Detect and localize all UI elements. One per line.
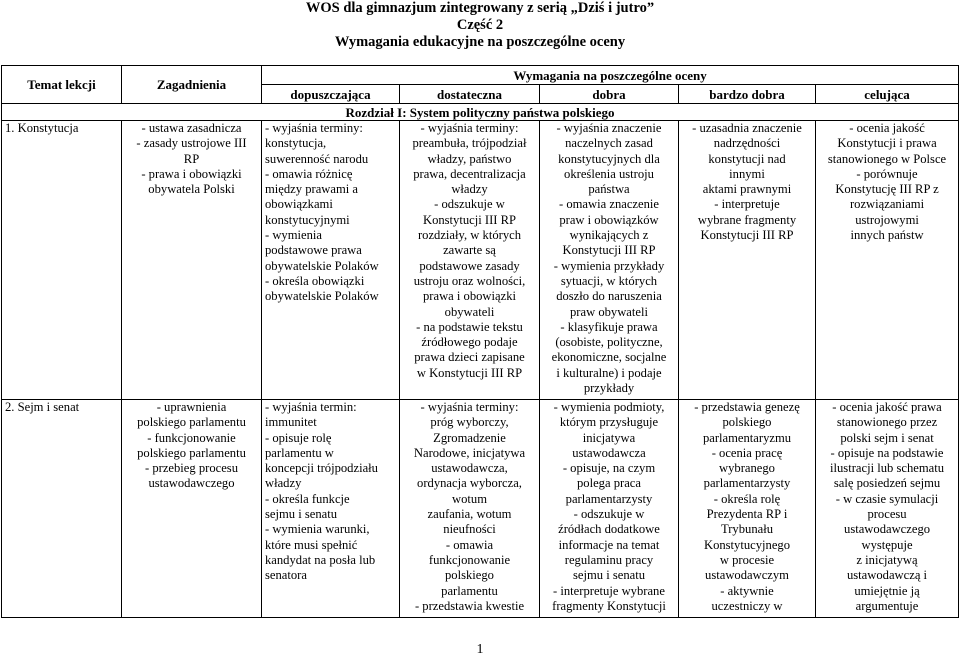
cell-line: wotum xyxy=(452,491,487,506)
cell-line: i kulturalne) i podaje xyxy=(556,365,662,380)
cell-line: nieufności xyxy=(443,522,496,537)
document-subtitle: Wymagania edukacyjne na poszczególne oceny xyxy=(334,34,626,50)
cell-line: - prawa i obowiązki xyxy=(141,166,242,181)
cell-line: władzy xyxy=(451,182,488,197)
cell-line: ustawodawczą i xyxy=(846,568,928,583)
cell-line: umiejętnie ją xyxy=(854,583,920,598)
cell-line: wynikających z xyxy=(569,228,649,243)
cell-line: wybrane fragmenty xyxy=(697,212,797,227)
cell-line: salę posiedzeń sejmu xyxy=(833,476,941,491)
requirement-cell xyxy=(679,121,816,400)
cell-line: - wyjaśnia terminy: xyxy=(265,121,363,135)
cell-line: doszło do naruszenia xyxy=(556,289,662,304)
cell-line: Konstytucji III RP xyxy=(562,243,656,258)
cell-line: - opisuje rolę xyxy=(265,430,332,445)
grade-header: dobra xyxy=(540,85,679,104)
cell-line: - wyjaśnia znaczenie xyxy=(556,121,662,135)
cell-line: między prawami a xyxy=(265,182,359,197)
cell-line: 1. Konstytucja xyxy=(5,121,79,135)
cell-line: ustawodawcza xyxy=(572,445,646,460)
cell-line: funkcjonowanie xyxy=(428,552,511,567)
cell-line: - wyjaśnia terminy: xyxy=(420,400,519,414)
cell-line: zawarte są xyxy=(443,243,496,258)
cell-line: Konstytucyjnego xyxy=(703,537,791,552)
cell-line: ordynacja wyborcza, xyxy=(417,476,522,491)
cell-line: - omawia xyxy=(445,537,494,552)
cell-line: konstytucja, xyxy=(265,136,327,151)
cell-line: parlamentaryzmu xyxy=(702,430,792,445)
cell-line: polega praca xyxy=(577,476,641,491)
cell-line: obywatela Polski xyxy=(148,182,235,197)
cell-line: praw obywateli xyxy=(570,304,648,319)
cell-line: - wymienia podmioty, xyxy=(553,400,665,414)
cell-line: rozwiązaniami xyxy=(849,197,925,212)
document-part: Część 2 xyxy=(456,17,504,33)
cell-line: Prezydenta RP i xyxy=(706,507,788,522)
cell-line: Konstytucji III RP xyxy=(422,212,517,227)
cell-line: stanowionego w Polsce xyxy=(827,151,947,166)
cell-line: prawa, decentralizacja xyxy=(413,166,526,181)
cell-line: - ustawa zasadnicza xyxy=(141,121,242,135)
cell-line: regulaminu pracy xyxy=(564,552,654,567)
cell-line: obywatelskie Polaków xyxy=(265,258,379,273)
page-number: 1 xyxy=(476,642,484,657)
cell-line: preambuła, trójpodział xyxy=(412,136,527,151)
cell-line: Konstytucji i prawa xyxy=(837,136,937,151)
cell-line: ustawodawczym xyxy=(705,568,789,583)
cell-line: - określa obowiązki xyxy=(265,273,365,288)
requirement-cell xyxy=(262,121,400,400)
cell-line: którym przysługuje xyxy=(559,415,659,430)
requirement-cell xyxy=(540,400,679,618)
cell-line: w Konstytucji III RP xyxy=(416,365,523,380)
issues-column-header: Zagadnienia xyxy=(122,66,262,104)
cell-line: - ocenia jakość prawa xyxy=(832,400,942,414)
cell-line: przykłady xyxy=(583,381,635,396)
cell-line: innymi xyxy=(729,166,765,181)
cell-line: senatora xyxy=(265,568,307,583)
grade-header: dopuszczająca xyxy=(262,85,400,104)
cell-line: - odszukuje w xyxy=(573,507,645,522)
cell-line: aktami prawnymi xyxy=(702,182,792,197)
requirement-cell xyxy=(540,121,679,400)
cell-line: ilustracji lub schematu xyxy=(830,461,945,476)
cell-line: parlamentu w xyxy=(265,445,334,460)
cell-line: ustawodawczego xyxy=(148,476,235,491)
cell-line: - aktywnie xyxy=(720,583,774,598)
cell-line: wybranego xyxy=(719,461,775,476)
cell-line: ustrojowymi xyxy=(855,212,919,227)
cell-line: - wymienia warunki, xyxy=(265,522,370,537)
cell-line: naczelnych zasad xyxy=(565,136,653,151)
cell-line: - na podstawie tekstu xyxy=(416,319,523,334)
grade-header: bardzo dobra xyxy=(679,85,816,104)
cell-line: które musi spełnić xyxy=(265,537,358,552)
cell-line: ustawodawczego xyxy=(844,522,931,537)
cell-line: nadrzędności xyxy=(713,136,781,151)
cell-line: - porównuje xyxy=(856,166,918,181)
cell-line: - przedstawia kwestie xyxy=(414,598,525,613)
cell-line: Zgromadzenie xyxy=(433,430,506,445)
chapter-title: Rozdział I: System polityczny państwa polskiego xyxy=(2,104,959,121)
cell-line: sejmu i senatu xyxy=(572,568,646,583)
cell-line: państwa xyxy=(588,182,630,197)
cell-line: obywateli xyxy=(444,304,495,319)
cell-line: ustroju oraz wolności, xyxy=(413,273,526,288)
cell-line: władzy, państwo xyxy=(427,151,512,166)
requirement-cell xyxy=(816,400,959,618)
cell-line: - wymienia xyxy=(265,228,323,243)
cell-line: - zasady ustrojowe III xyxy=(136,136,247,151)
cell-line: - opisuje, na czym xyxy=(562,461,656,476)
cell-line: sytuacji, w których xyxy=(560,273,658,288)
cell-line: uczestniczy w xyxy=(711,598,783,613)
cell-line: rozdziały, w których xyxy=(417,228,522,243)
cell-line: zaufania, wotum xyxy=(427,507,512,522)
topic-cell xyxy=(2,400,122,618)
cell-line: koncepcji trójpodziału xyxy=(265,461,378,476)
cell-line: - wyjaśnia terminy: xyxy=(420,121,519,135)
requirement-cell xyxy=(262,400,400,618)
requirement-cell xyxy=(400,121,540,400)
requirement-cell xyxy=(679,400,816,618)
cell-line: Konstytucji III RP xyxy=(700,228,794,243)
cell-line: - określa funkcje xyxy=(265,491,350,506)
cell-line: - przebieg procesu xyxy=(144,461,238,476)
cell-line: określenia ustroju xyxy=(564,166,654,181)
cell-line: RP xyxy=(183,151,200,166)
cell-line: innych państw xyxy=(850,228,924,243)
cell-line: praw i obowiązków xyxy=(559,212,659,227)
requirement-cell xyxy=(816,121,959,400)
cell-line: parlamentarzysty xyxy=(565,491,653,506)
cell-line: informacje na temat xyxy=(558,537,660,552)
cell-line: prawa dzieci zapisane xyxy=(414,350,525,365)
cell-line: immunitet xyxy=(265,415,317,430)
cell-line: polski sejm i senat xyxy=(840,430,934,445)
cell-line: - wyjaśnia termin: xyxy=(265,400,357,414)
cell-line: stanowionego przez xyxy=(836,415,938,430)
issues-cell xyxy=(122,121,262,400)
cell-line: polskiego parlamentu xyxy=(137,445,246,460)
topic-cell xyxy=(2,121,122,400)
cell-line: występuje xyxy=(861,537,913,552)
cell-line: polskiego parlamentu xyxy=(137,415,246,430)
cell-line: - ocenia pracę xyxy=(711,445,783,460)
cell-line: kandydat na posła lub xyxy=(265,552,376,567)
grade-header: celująca xyxy=(816,85,959,104)
cell-line: w procesie xyxy=(719,552,775,567)
cell-line: obowiązkami xyxy=(265,197,333,212)
cell-line: próg wyborczy, xyxy=(430,415,509,430)
issues-cell xyxy=(122,400,262,618)
cell-line: źródłowego podaje xyxy=(421,335,518,350)
cell-line: (osobiste, polityczne, xyxy=(555,335,663,350)
cell-line: - uprawnienia xyxy=(156,400,227,414)
cell-line: polskiego xyxy=(445,568,494,583)
cell-line: - omawia znaczenie xyxy=(559,197,659,212)
cell-line: polskiego xyxy=(722,415,772,430)
cell-line: Konstytucję III RP z xyxy=(835,182,939,197)
cell-line: inicjatywa xyxy=(582,430,636,445)
cell-line: procesu xyxy=(867,507,907,522)
requirements-table xyxy=(1,65,959,618)
cell-line: prawa i obowiązki xyxy=(422,289,517,304)
cell-line: parlamentu xyxy=(441,583,498,598)
topic-column-header: Temat lekcji xyxy=(2,66,122,104)
cell-line: źródłach dodatkowe xyxy=(558,522,660,537)
cell-line: sejmu i senatu xyxy=(265,507,338,522)
grade-header: dostateczna xyxy=(400,85,540,104)
cell-line: konstytucyjnymi xyxy=(265,212,350,227)
cell-line: - interpretuje wybrane xyxy=(553,583,665,598)
cell-line: konstytucyjnych dla xyxy=(558,151,660,166)
cell-line: suwerenność narodu xyxy=(265,151,369,166)
cell-line: - uzasadnia znaczenie xyxy=(692,121,802,135)
cell-line: podstawowe prawa xyxy=(265,243,362,258)
cell-line: - ocenia jakość xyxy=(849,121,925,135)
requirements-header: Wymagania na poszczególne oceny xyxy=(262,66,959,85)
cell-line: - klasyfikuje prawa xyxy=(560,319,658,334)
cell-line: - interpretuje xyxy=(714,197,780,212)
cell-line: ustawodawcza, xyxy=(431,461,508,476)
cell-line: obywatelskie Polaków xyxy=(265,289,379,304)
cell-line: - wymienia przykłady xyxy=(553,258,665,273)
cell-line: władzy xyxy=(265,476,302,491)
cell-line: - przedstawia genezę xyxy=(694,400,800,414)
cell-line: - określa rolę xyxy=(713,491,781,506)
cell-line: - opisuje na podstawie xyxy=(830,445,944,460)
cell-line: 2. Sejm i senat xyxy=(5,400,80,414)
cell-line: - funkcjonowanie xyxy=(147,430,236,445)
cell-line: - omawia różnicę xyxy=(265,166,353,181)
cell-line: Trybunału xyxy=(720,522,774,537)
requirement-cell xyxy=(400,400,540,618)
cell-line: fragmenty Konstytucji xyxy=(552,598,666,613)
cell-line: ekonomiczne, socjalne xyxy=(551,350,667,365)
cell-line: argumentuje xyxy=(855,598,919,613)
cell-line: z inicjatywą xyxy=(856,552,918,567)
cell-line: - odszukuje w xyxy=(434,197,505,212)
cell-line: - w czasie symulacji xyxy=(835,491,939,506)
document-title: WOS dla gimnazjum zintegrowany z serią „Dziś i jutro” xyxy=(305,0,655,16)
cell-line: podstawowe zasady xyxy=(419,258,520,273)
cell-line: konstytucji nad xyxy=(708,151,786,166)
cell-line: parlamentarzysty xyxy=(703,476,791,491)
cell-line: Narodowe, inicjatywa xyxy=(413,445,526,460)
